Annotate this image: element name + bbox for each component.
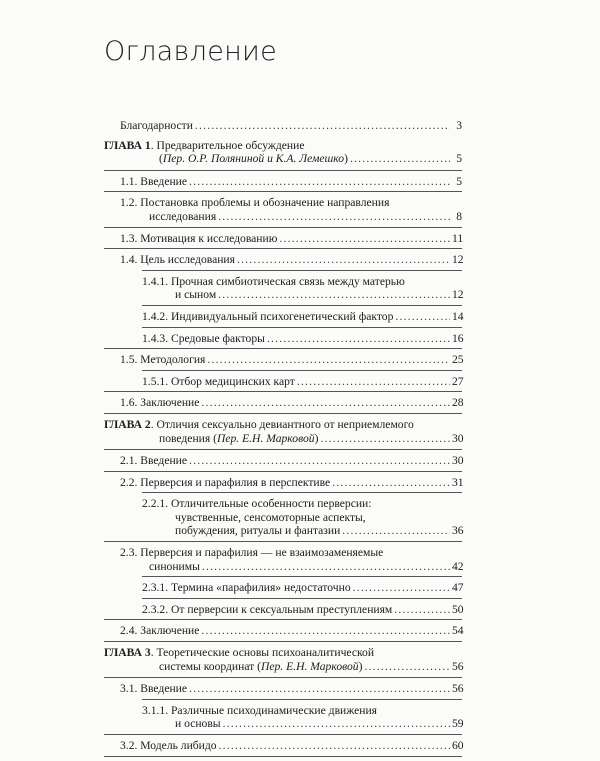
divider: [104, 191, 462, 192]
toc-entry-page: 3: [456, 119, 462, 132]
toc-entry-2-3[interactable]: [104, 546, 462, 573]
chapter-label: ГЛАВА 3: [104, 646, 151, 660]
toc-entry-page: 30: [452, 454, 464, 468]
divider: [142, 576, 462, 577]
toc-entry-page: 28: [452, 396, 464, 410]
toc-entry-page: 5: [456, 174, 462, 188]
chapter-label: ГЛАВА 1: [104, 138, 151, 152]
toc-entry-1-3[interactable]: [104, 232, 462, 246]
divider: [142, 327, 462, 328]
toc-entry-1-1[interactable]: [104, 175, 462, 189]
divider: [104, 413, 462, 414]
toc-entry-page: 47: [452, 581, 464, 595]
divider: [104, 449, 462, 450]
toc-entry-page: 14: [452, 309, 464, 323]
toc-entry-page: 56: [452, 659, 464, 673]
toc-entry-page: 12: [452, 288, 464, 302]
divider: [104, 677, 462, 678]
toc-entry-label: 3.2. Модель либидо: [120, 739, 217, 752]
divider: [104, 541, 462, 542]
chapter-title-line2: поведения (: [159, 431, 217, 445]
chapter-title-line1: . Теоретические основы психоаналитической: [150, 646, 375, 660]
divider: [142, 270, 462, 271]
toc-entry-page: 30: [452, 431, 464, 445]
toc-entry-1-2[interactable]: [104, 196, 462, 223]
divider: [104, 641, 462, 642]
toc-entry-label: 1.5.1. Отбор медицинских карт: [142, 374, 295, 388]
divider: [104, 227, 462, 228]
toc-entry-3-1-1[interactable]: [104, 704, 462, 731]
toc-entry-label: 1.5. Методология: [120, 353, 206, 367]
toc-chapter-3[interactable]: [104, 646, 462, 673]
toc-entry-label: 1.3. Мотивация к исследованию: [120, 231, 278, 245]
toc-entry-page: 5: [456, 152, 462, 166]
page-title: Оглавление: [104, 36, 278, 67]
divider: [104, 471, 462, 472]
toc-entry-label: 2.3.1. Термина «парафилия» недостаточно: [142, 581, 351, 595]
chapter-title-line1: . Предварительное обсуждение: [150, 138, 305, 152]
toc-entry-label-cont: и сыном: [175, 288, 217, 302]
toc-entry-label-cont: синонимы: [149, 559, 200, 573]
toc-entry-1-4-2[interactable]: [104, 310, 462, 324]
toc-entry-page: 27: [452, 374, 464, 388]
toc-entry-label: 1.2. Постановка проблемы и обозначение направления: [120, 196, 390, 210]
divider: [104, 348, 462, 349]
paren-close: ): [344, 152, 348, 166]
toc-entry-label: 1.6. Заключение: [120, 396, 200, 410]
toc-entry-page: 16: [452, 331, 464, 345]
toc-entry-label: 1.4.1. Прочная симбиотическая связь между матерью: [142, 274, 405, 288]
toc-entry-label: 2.2.1. Отличительные особенности перверсии:: [142, 497, 372, 511]
toc-entry-2-2-1[interactable]: [104, 497, 462, 538]
toc-entry-acknowledgements[interactable]: [104, 119, 462, 133]
toc-entry-label: 2.3.2. От перверсии к сексуальным преступлениям: [142, 602, 393, 616]
toc-entry-page: 25: [452, 353, 464, 367]
translator-credit: Пер. Е.Н. Марковой: [261, 659, 359, 673]
toc-entry-label-cont: чувственные, сенсомоторные аспекты,: [175, 510, 366, 524]
toc-entry-3-1[interactable]: [104, 682, 462, 696]
toc-entry-label: 2.1. Введение: [120, 454, 188, 468]
paren-close: ): [314, 431, 319, 445]
toc-chapter-2[interactable]: [104, 418, 462, 445]
divider: [142, 699, 462, 700]
translator-credit: Пер. О.Р. Поляниной и К.А. Лемешко: [162, 152, 345, 166]
toc-entry-label: 2.3. Перверсия и парафилия — не взаимозаменяемые: [120, 546, 384, 560]
toc-entry-label: Благодарности: [120, 119, 193, 132]
chapter-label: ГЛАВА 2: [104, 417, 151, 431]
toc-entry-1-4-3[interactable]: [104, 332, 462, 346]
divider: [142, 598, 462, 599]
divider: [104, 619, 462, 620]
chapter-title-line2: системы координат (: [159, 659, 261, 673]
divider: [142, 305, 462, 306]
toc-entry-2-3-1[interactable]: [104, 581, 462, 595]
toc-entry-1-4-1[interactable]: [104, 275, 462, 302]
toc-entry-2-1[interactable]: [104, 454, 462, 468]
toc-chapter-1[interactable]: [104, 139, 462, 166]
toc-entry-page: 31: [452, 475, 464, 489]
toc-entry-label: 1.4.3. Средовые факторы: [142, 331, 265, 345]
toc-entry-2-3-2[interactable]: [104, 603, 462, 617]
chapter-title-line1: . Отличия сексуально девиантного от неприемлемого: [150, 417, 414, 431]
toc-entry-label-cont: побуждения, ритуалы и фантазии: [175, 524, 341, 538]
toc-entry-label: 2.2. Перверсия и парафилия в перспективе: [120, 475, 331, 489]
toc-entry-label-cont: и основы: [175, 717, 221, 731]
toc-entry-1-5-1[interactable]: [104, 375, 462, 389]
toc-entry-label: 1.4.2. Индивидуальный психогенетический фактор: [142, 309, 394, 323]
toc-entry-1-6[interactable]: [104, 396, 462, 410]
paren-open: (: [159, 152, 163, 166]
toc-entry-page: 8: [456, 209, 462, 223]
toc-entry-label: 3.1. Введение: [120, 682, 188, 696]
divider: [104, 248, 462, 249]
toc-entry-page: 60: [452, 739, 464, 752]
divider: [142, 370, 462, 371]
paren-close: ): [358, 659, 363, 673]
toc-entry-label: 3.1.1. Различные психодинамические движения: [142, 703, 377, 717]
toc-entry-label: 2.4. Заключение: [120, 624, 200, 638]
divider: [104, 170, 462, 171]
toc-entry-3-2[interactable]: [104, 739, 462, 753]
toc-entry-page: 12: [452, 253, 464, 267]
toc-entry-page: 11: [452, 231, 464, 245]
toc-entry-label-cont: исследования: [149, 209, 217, 223]
divider: [104, 734, 462, 735]
divider: [104, 391, 462, 392]
toc-entry-1-5[interactable]: [104, 353, 462, 367]
toc-entry-2-4[interactable]: [104, 624, 462, 638]
toc-entry-2-2[interactable]: [104, 476, 462, 490]
divider: [142, 492, 462, 493]
toc-entry-label: 1.1. Введение: [120, 174, 188, 188]
table-of-contents: [104, 119, 462, 761]
toc-entry-1-4[interactable]: [104, 253, 462, 267]
toc-entry-page: 54: [452, 624, 464, 638]
toc-entry-page: 36: [452, 524, 464, 538]
toc-entry-page: 42: [452, 559, 464, 573]
translator-credit: Пер. Е.Н. Марковой: [216, 431, 315, 445]
toc-entry-page: 59: [452, 717, 464, 731]
toc-entry-label: 1.4. Цель исследования: [120, 253, 235, 267]
toc-entry-page: 50: [452, 602, 464, 616]
toc-entry-page: 56: [452, 682, 464, 696]
divider: [104, 756, 462, 757]
